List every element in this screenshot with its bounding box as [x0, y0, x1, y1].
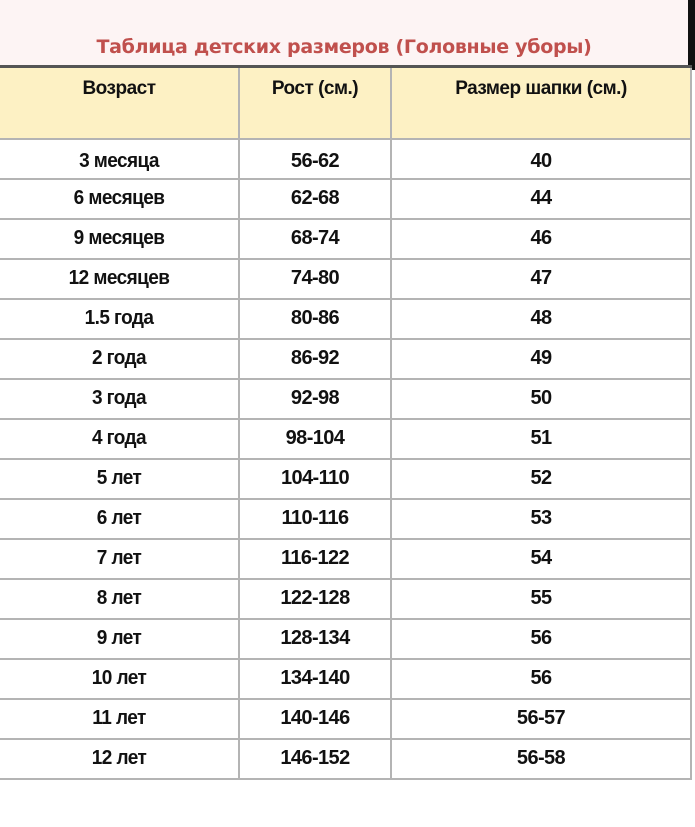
cell-hat-size: 56: [391, 619, 691, 659]
cell-age: 7 лет: [5, 539, 233, 579]
table-row: [0, 539, 691, 579]
table-row: [0, 499, 691, 539]
table-row: [0, 579, 691, 619]
cell-hat-size: 53: [391, 499, 691, 539]
table-row: [0, 139, 691, 179]
cell-height: 110-116: [239, 499, 391, 539]
cell-hat-size: 48: [391, 299, 691, 339]
cell-height: 128-134: [239, 619, 391, 659]
cell-age: 3 месяца: [5, 139, 233, 179]
cell-hat-size: 56: [391, 659, 691, 699]
table-row: [0, 739, 691, 779]
table-row: [0, 179, 691, 219]
window-edge: [688, 0, 695, 70]
cell-hat-size: 54: [391, 539, 691, 579]
table-row: [0, 699, 691, 739]
table-row: [0, 219, 691, 259]
header-hat-size: Размер шапки (см.): [391, 67, 691, 139]
table-body: [0, 139, 691, 779]
cell-height: 92-98: [239, 379, 391, 419]
table-row: [0, 379, 691, 419]
cell-height: 56-62: [239, 139, 391, 179]
table-row: [0, 459, 691, 499]
cell-age: 2 года: [5, 339, 233, 379]
cell-height: 74-80: [239, 259, 391, 299]
cell-hat-size: 55: [391, 579, 691, 619]
cell-age: 12 лет: [5, 739, 233, 779]
cell-hat-size: 49: [391, 339, 691, 379]
cell-height: 86-92: [239, 339, 391, 379]
cell-hat-size: 40: [391, 139, 691, 179]
cell-hat-size: 44: [391, 179, 691, 219]
page-title: Таблица детских размеров (Головные уборы): [96, 36, 592, 58]
cell-hat-size: 50: [391, 379, 691, 419]
size-table: [0, 65, 692, 780]
table-header: [0, 67, 691, 139]
cell-hat-size: 52: [391, 459, 691, 499]
cell-height: 146-152: [239, 739, 391, 779]
table-row: [0, 419, 691, 459]
header-height: Рост (см.): [239, 67, 391, 139]
cell-height: 122-128: [239, 579, 391, 619]
header-row: [0, 67, 691, 139]
cell-age: 9 лет: [5, 619, 233, 659]
cell-height: 80-86: [239, 299, 391, 339]
cell-age: 5 лет: [5, 459, 233, 499]
cell-age: 6 лет: [5, 499, 233, 539]
cell-height: 98-104: [239, 419, 391, 459]
cell-hat-size: 47: [391, 259, 691, 299]
cell-height: 140-146: [239, 699, 391, 739]
cell-age: 9 месяцев: [5, 219, 233, 259]
table-row: [0, 259, 691, 299]
cell-height: 104-110: [239, 459, 391, 499]
cell-age: 6 месяцев: [5, 179, 233, 219]
cell-age: 11 лет: [5, 699, 233, 739]
table-row: [0, 339, 691, 379]
table-row: [0, 619, 691, 659]
cell-height: 68-74: [239, 219, 391, 259]
table-row: [0, 659, 691, 699]
cell-age: 8 лет: [5, 579, 233, 619]
cell-age: 3 года: [5, 379, 233, 419]
cell-hat-size: 46: [391, 219, 691, 259]
cell-age: 4 года: [5, 419, 233, 459]
cell-height: 134-140: [239, 659, 391, 699]
cell-hat-size: 56-58: [391, 739, 691, 779]
cell-hat-size: 51: [391, 419, 691, 459]
cell-age: 1.5 года: [5, 299, 233, 339]
cell-age: 10 лет: [5, 659, 233, 699]
cell-height: 62-68: [239, 179, 391, 219]
table-row: [0, 299, 691, 339]
cell-hat-size: 56-57: [391, 699, 691, 739]
header-age: Возраст: [0, 67, 239, 139]
cell-age: 12 месяцев: [5, 259, 233, 299]
cell-height: 116-122: [239, 539, 391, 579]
